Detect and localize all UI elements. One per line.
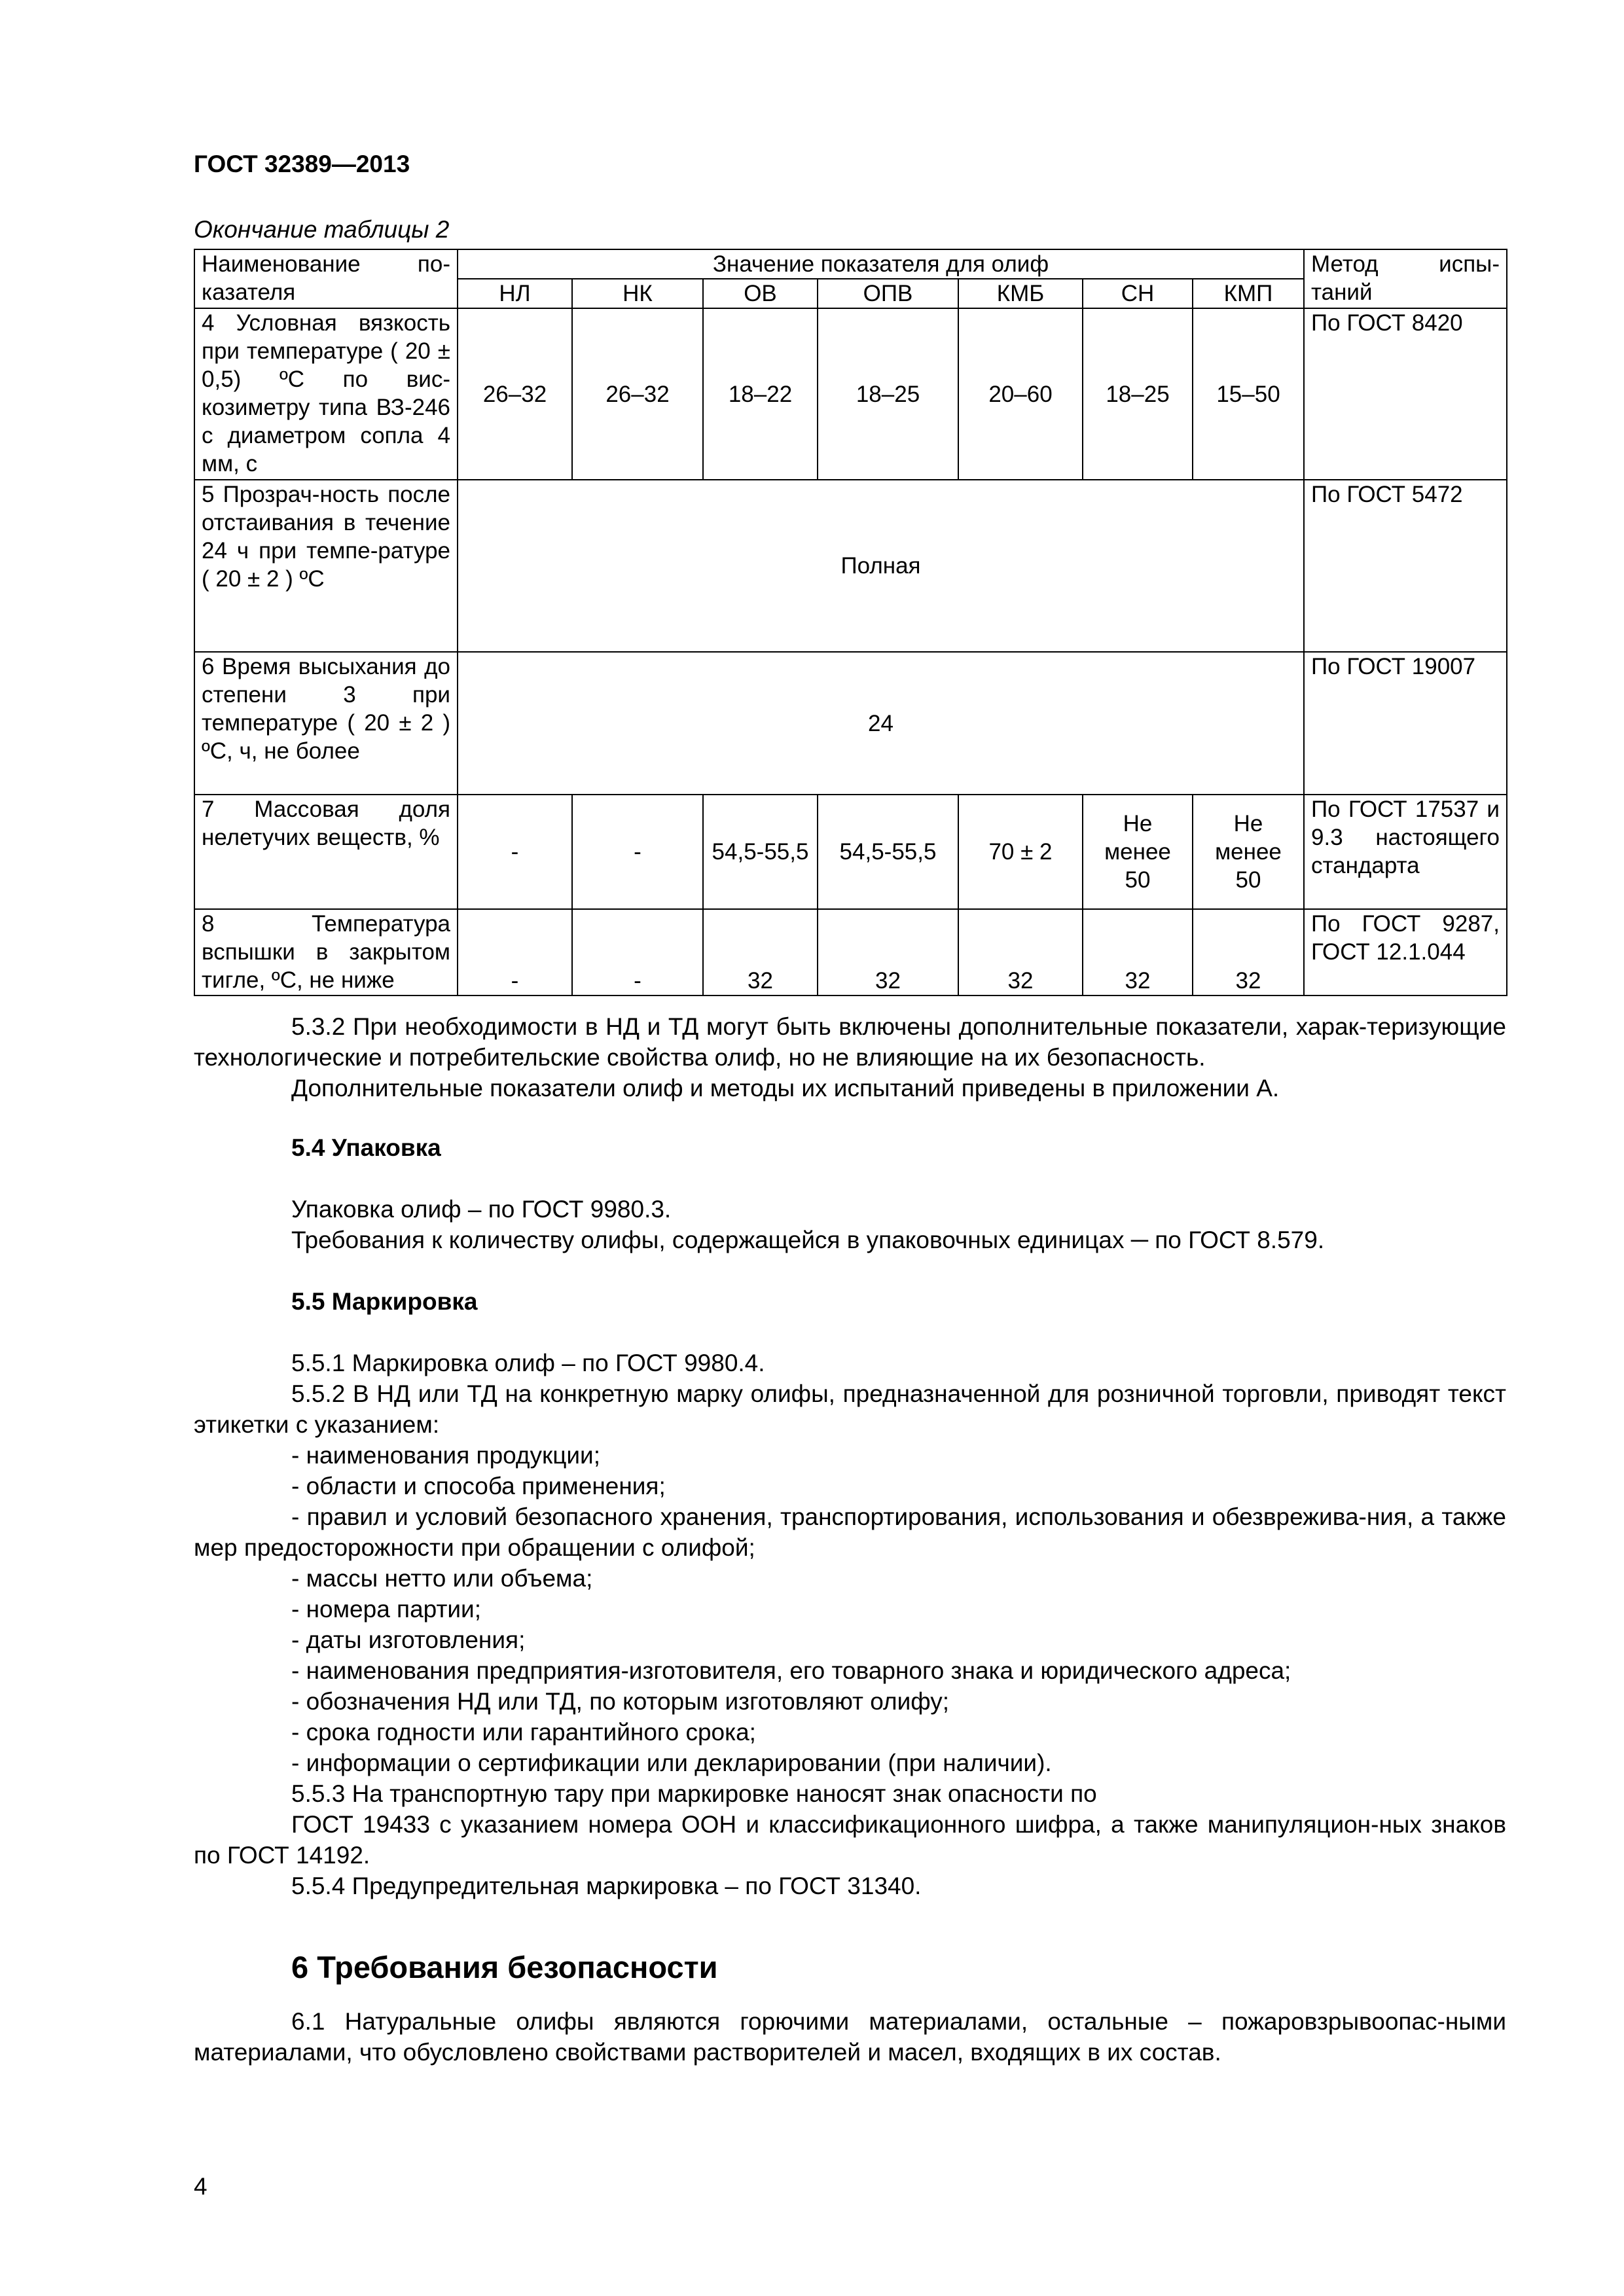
row-value: 32 xyxy=(1083,909,1193,996)
row-value: - xyxy=(458,795,572,909)
row-value: 18–25 xyxy=(1083,308,1193,480)
table-caption: Окончание таблицы 2 xyxy=(194,216,450,243)
paragraph: 5.5.2 В НД или ТД на конкретную марку олифы, предназначенной для розничной торговли, приводят текст этикетки с указанием: xyxy=(194,1380,1506,1438)
row-value: 32 xyxy=(818,909,958,996)
list-item: - наименования предприятия-изготовителя, его товарного знака и юридического адреса; xyxy=(291,1657,1291,1684)
header-col-opv: ОПВ xyxy=(818,279,958,308)
row-merged-value: 24 xyxy=(458,652,1304,795)
list-item: - правил и условий безопасного хранения, транспортирования, использования и обезврежива-ния, а также мер предосторожности при обращении с олифой; xyxy=(194,1503,1506,1561)
row-value: 32 xyxy=(1193,909,1304,996)
paragraph: 5.5.1 Маркировка олиф – по ГОСТ 9980.4. xyxy=(291,1350,765,1376)
list-item: - срока годности или гарантийного срока; xyxy=(291,1719,756,1746)
section-5-4 xyxy=(194,1132,1506,1255)
row-indicator-name: 4 Условная вязкость при температуре ( 20 ± 0,5) ºС по вис-козиметру типа ВЗ-246 с диаметром сопла 4 мм, с xyxy=(194,308,458,480)
row-value: - xyxy=(572,795,703,909)
row-value: 26–32 xyxy=(458,308,572,480)
header-col-ov: ОВ xyxy=(703,279,818,308)
row-indicator-name: 8 Температура вспышки в закрытом тигле, ºС, не ниже xyxy=(194,909,458,996)
row-merged-value: Полная xyxy=(458,480,1304,652)
row-value: Не менее 50 xyxy=(1193,795,1304,909)
header-col-sn: СН xyxy=(1083,279,1193,308)
list-item: - обозначения НД или ТД, по которым изготовляют олифу; xyxy=(291,1688,950,1715)
table-row xyxy=(194,795,1507,909)
row-value: - xyxy=(458,909,572,996)
row-value: 32 xyxy=(703,909,818,996)
section-5-3-2 xyxy=(194,1011,1506,1103)
row-test-method: По ГОСТ 19007 xyxy=(1304,652,1507,795)
paragraph: 6.1 Натуральные олифы являются горючими материалами, остальные – пожаровзрывоопас-ными материалами, что обусловлено свойствами растворителей и масел, входящих в их состав. xyxy=(194,2008,1506,2066)
list-item: - номера партии; xyxy=(291,1596,482,1623)
row-indicator-name: 7 Массовая доля нелетучих веществ, % xyxy=(194,795,458,909)
paragraph: 5.5.4 Предупредительная маркировка – по ГОСТ 31340. xyxy=(291,1873,922,1899)
row-test-method: По ГОСТ 8420 xyxy=(1304,308,1507,480)
specification-table xyxy=(194,249,1507,996)
paragraph: Дополнительные показатели олиф и методы их испытаний приведены в приложении А. xyxy=(291,1075,1280,1102)
row-value: 26–32 xyxy=(572,308,703,480)
list-item: - массы нетто или объема; xyxy=(291,1565,593,1592)
list-item: - наименования продукции; xyxy=(291,1442,601,1469)
row-value: 20–60 xyxy=(958,308,1083,480)
section-6-1 xyxy=(194,2006,1506,2068)
table-row xyxy=(194,480,1507,652)
paragraph: Требования к количеству олифы, содержащейся в упаковочных единицах ─ по ГОСТ 8.579. xyxy=(291,1227,1325,1253)
row-value: 70 ± 2 xyxy=(958,795,1083,909)
table-row xyxy=(194,652,1507,795)
row-value: 18–22 xyxy=(703,308,818,480)
header-value-group: Значение показателя для олиф xyxy=(458,249,1304,279)
row-value: 15–50 xyxy=(1193,308,1304,480)
header-test-method: Метод испы-таний xyxy=(1304,249,1507,308)
row-value: - xyxy=(572,909,703,996)
list-item: - области и способа применения; xyxy=(291,1473,666,1499)
paragraph: ГОСТ 19433 с указанием номера ООН и классификационного шифра, а также манипуляцион-ных знаков по ГОСТ 14192. xyxy=(194,1811,1506,1869)
header-col-nl: НЛ xyxy=(458,279,572,308)
table-row xyxy=(194,909,1507,996)
list-item: - информации о сертификации или декларировании (при наличии). xyxy=(291,1749,1052,1776)
header-col-nk: НК xyxy=(572,279,703,308)
header-indicator-name: Наименование по-казателя xyxy=(194,249,458,308)
header-col-kmb: КМБ xyxy=(958,279,1083,308)
list-item: - даты изготовления; xyxy=(291,1626,526,1653)
row-value: 18–25 xyxy=(818,308,958,480)
row-indicator-name: 6 Время высыхания до степени 3 при температуре ( 20 ± 2 ) ºС, ч, не более xyxy=(194,652,458,795)
subsection-heading: 5.5 Маркировка xyxy=(291,1288,478,1315)
section-6-title: 6 Требования безопасности xyxy=(291,1950,718,1984)
document-code: ГОСТ 32389—2013 xyxy=(194,151,410,177)
row-test-method: По ГОСТ 17537 и 9.3 настоящего стандарта xyxy=(1304,795,1507,909)
row-test-method: По ГОСТ 9287, ГОСТ 12.1.044 xyxy=(1304,909,1507,996)
row-test-method: По ГОСТ 5472 xyxy=(1304,480,1507,652)
paragraph: Упаковка олиф – по ГОСТ 9980.3. xyxy=(291,1196,672,1223)
row-indicator-name: 5 Прозрач-ность после отстаивания в течение 24 ч при темпе-ратуре ( 20 ± 2 ) ºС xyxy=(194,480,458,652)
subsection-heading: 5.4 Упаковка xyxy=(291,1134,441,1161)
row-value: 54,5-55,5 xyxy=(818,795,958,909)
paragraph: 5.5.3 На транспортную тару при маркировке наносят знак опасности по xyxy=(291,1780,1097,1807)
section-5-5 xyxy=(194,1286,1506,1901)
table-row xyxy=(194,308,1507,480)
row-value: 54,5-55,5 xyxy=(703,795,818,909)
row-value: 32 xyxy=(958,909,1083,996)
paragraph: 5.3.2 При необходимости в НД и ТД могут быть включены дополнительные показатели, харак-теризующие технологические и потребительские свойства олиф, но не влияющие на их безопасность. xyxy=(194,1013,1506,1071)
row-value: Не менее 50 xyxy=(1083,795,1193,909)
header-col-kmp: КМП xyxy=(1193,279,1304,308)
page-number: 4 xyxy=(194,2173,208,2200)
